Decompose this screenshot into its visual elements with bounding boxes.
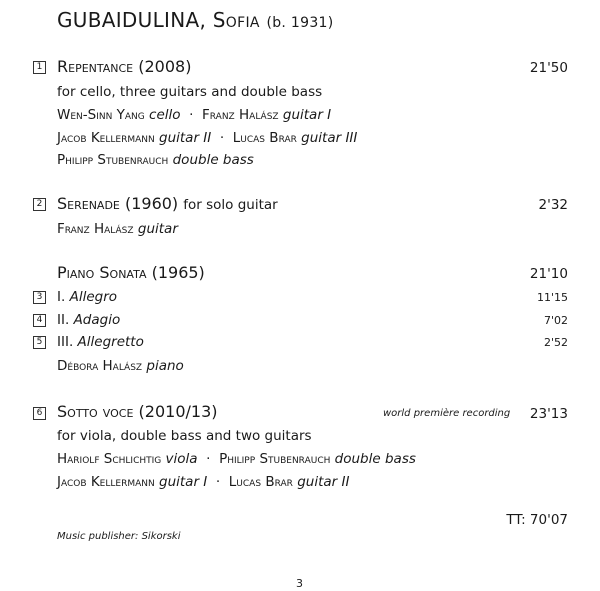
performer-name: Lucas Brar (232, 130, 297, 146)
performer-name: Franz Halász (57, 221, 134, 237)
movement-name: Allegretto (77, 334, 144, 350)
work-year: (2010/13) (138, 402, 218, 421)
separator-dot: · (219, 130, 225, 146)
track-number-box: 3 (33, 291, 46, 304)
work-title: Sotto voce (57, 402, 134, 421)
performer-role: guitar (137, 221, 178, 237)
track-number-box: 1 (33, 61, 46, 74)
composer-surname: GUBAIDULINA, (57, 8, 207, 32)
performer-role: guitar III (301, 130, 358, 146)
performer-role: double bass (172, 152, 254, 168)
performer-role: guitar II (159, 130, 212, 146)
work-year: (1960) (124, 194, 179, 213)
performer-name: Wen-Sinn Yang (57, 107, 145, 123)
performer-role: cello (149, 107, 181, 123)
performer-role: viola (165, 451, 198, 467)
work-title: Piano Sonata (57, 263, 147, 282)
performers-line (57, 107, 331, 123)
separator-dot: · (206, 451, 211, 467)
performer-name: Débora Halász (57, 358, 143, 374)
performers-line (57, 451, 416, 467)
movement-duration: 2'52 (543, 336, 568, 349)
work-title-line (57, 263, 205, 282)
track-number-box: 5 (33, 336, 46, 349)
work-title: Serenade (57, 194, 120, 213)
work-duration: 21'10 (529, 266, 568, 282)
performer-name: Jacob Kellermann (57, 130, 155, 146)
work-year: (2008) (138, 57, 192, 76)
performer-name: Franz Halász (202, 107, 279, 123)
total-time: TT: 70'07 (506, 512, 568, 528)
movement-name: Adagio (73, 312, 121, 328)
performers-line (57, 358, 184, 374)
performer-role: piano (146, 358, 184, 374)
movement-number: III. (57, 334, 74, 350)
performer-role: guitar II (297, 474, 350, 490)
movement-name: Allegro (69, 289, 117, 305)
composer-heading (57, 8, 334, 32)
composer-first-name: Sofia (212, 8, 260, 32)
page-number: 3 (296, 577, 303, 590)
composer-dates: (b. 1931) (266, 15, 334, 31)
movement-line (57, 289, 117, 305)
movement-duration: 7'02 (543, 314, 568, 327)
performer-name: Lucas Brar (228, 474, 293, 490)
work-scoring: for cello, three guitars and double bass (57, 84, 323, 100)
work-duration: 2'32 (538, 197, 568, 213)
separator-dot: · (215, 474, 221, 490)
work-duration: 21'50 (529, 60, 568, 76)
work-scoring: for viola, double bass and two guitars (57, 428, 312, 444)
movement-duration: 11'15 (536, 291, 568, 304)
performer-name: Philipp Stubenrauch (57, 152, 169, 168)
work-title-line (57, 194, 278, 213)
track-number-box: 6 (33, 407, 46, 420)
track-number-box: 4 (33, 314, 46, 327)
work-duration: 23'13 (529, 406, 568, 422)
work-title: Repentance (57, 57, 134, 76)
movement-number: II. (57, 312, 70, 328)
performer-name: Hariolf Schlichtig (57, 451, 162, 467)
performer-name: Jacob Kellermann (57, 474, 155, 490)
movement-line (57, 334, 144, 350)
recording-note: world première recording (383, 408, 511, 419)
performers-line (57, 474, 349, 490)
work-title-line (57, 402, 217, 421)
performers-line (57, 152, 254, 168)
movement-number: I. (57, 289, 66, 305)
movement-line (57, 312, 120, 328)
performer-role: double bass (334, 451, 416, 467)
performers-line (57, 221, 178, 237)
performer-role: guitar I (159, 474, 208, 490)
work-year: (1965) (151, 263, 205, 282)
work-scoring: for solo guitar (183, 197, 278, 213)
performer-role: guitar I (282, 107, 332, 123)
work-title-line (57, 57, 191, 76)
publisher-note: Music publisher: Sikorski (57, 531, 181, 542)
performer-name: Philipp Stubenrauch (219, 451, 331, 467)
track-number-box: 2 (33, 198, 46, 211)
separator-dot: · (189, 107, 194, 123)
performers-line (57, 130, 357, 146)
